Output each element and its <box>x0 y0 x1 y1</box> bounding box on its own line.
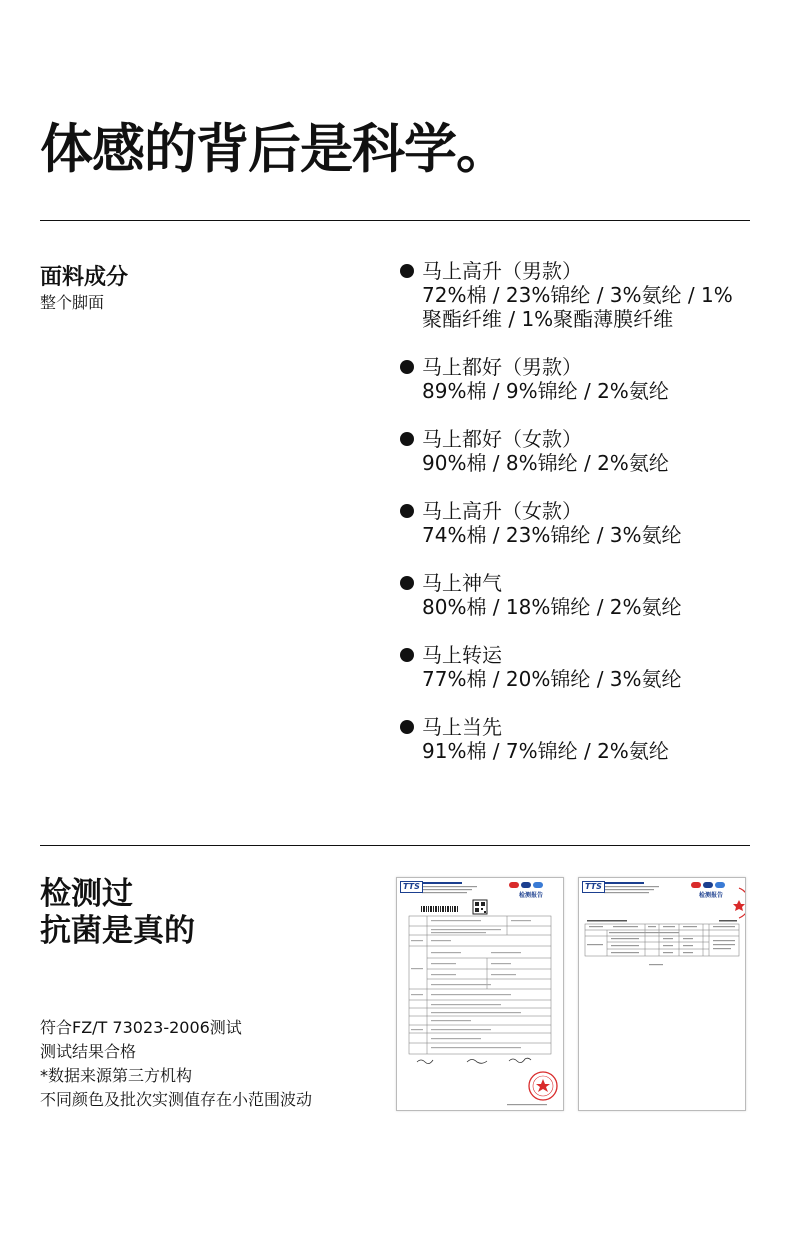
testing-note: *数据来源第三方机构 <box>40 1066 193 1085</box>
bullet-icon <box>400 264 414 278</box>
product-composition: 74%棉 / 23%锦纶 / 3%氨纶 <box>422 523 682 547</box>
divider-middle <box>40 845 750 846</box>
report-logo: TTS <box>582 881 605 893</box>
report-results-graphic <box>579 878 745 1110</box>
test-report-image <box>578 877 746 1111</box>
page-title: 体感的背后是科学。 <box>40 119 508 180</box>
product-composition: 89%棉 / 9%锦纶 / 2%氨纶 <box>422 379 669 403</box>
test-report-image <box>396 877 564 1111</box>
fabric-section-title: 面料成分 <box>40 265 129 290</box>
list-item <box>398 571 748 619</box>
bullet-icon <box>400 504 414 518</box>
list-item <box>398 427 748 475</box>
product-composition: 91%棉 / 7%锦纶 / 2%氨纶 <box>422 739 669 763</box>
list-item <box>398 259 748 331</box>
testing-notes <box>40 1016 312 1112</box>
list-item <box>398 715 748 763</box>
report-heading: 检测报告 <box>519 892 544 899</box>
testing-note: 不同颜色及批次实测值存在小范围波动 <box>40 1090 313 1109</box>
product-name: 马上都好（男款） <box>422 355 582 379</box>
product-composition: 90%棉 / 8%锦纶 / 2%氨纶 <box>422 451 669 475</box>
bullet-icon <box>400 360 414 374</box>
product-name: 马上当先 <box>422 715 502 739</box>
testing-title-line: 抗菌是真的 <box>40 913 195 949</box>
bullet-icon <box>400 648 414 662</box>
list-item <box>398 499 748 547</box>
product-name: 马上转运 <box>422 643 502 667</box>
report-heading: 检测报告 <box>699 892 724 899</box>
testing-title-line: 检测过 <box>40 876 133 912</box>
product-name: 马上神气 <box>422 571 502 595</box>
report-logo: TTS <box>400 881 423 893</box>
product-name: 马上高升（女款） <box>422 499 582 523</box>
product-composition: 72%棉 / 23%锦纶 / 3%氨纶 / 1%聚酯纤维 / 1%聚酯薄膜纤维 <box>422 283 733 331</box>
divider-top <box>40 220 750 221</box>
list-item <box>398 355 748 403</box>
report-form-graphic <box>397 878 563 1110</box>
bullet-icon <box>400 576 414 590</box>
fabric-section-subtitle: 整个脚面 <box>40 293 105 312</box>
product-composition: 77%棉 / 20%锦纶 / 3%氨纶 <box>422 667 682 691</box>
fabric-composition-list <box>398 259 748 787</box>
product-composition: 80%棉 / 18%锦纶 / 2%氨纶 <box>422 595 682 619</box>
product-name: 马上都好（女款） <box>422 427 582 451</box>
bullet-icon <box>400 432 414 446</box>
bullet-icon <box>400 720 414 734</box>
product-name: 马上高升（男款） <box>422 259 582 283</box>
testing-section-title <box>40 876 195 950</box>
testing-note: 符合FZ/T 73023-2006测试 <box>40 1018 242 1037</box>
testing-note: 测试结果合格 <box>40 1042 137 1061</box>
list-item <box>398 643 748 691</box>
